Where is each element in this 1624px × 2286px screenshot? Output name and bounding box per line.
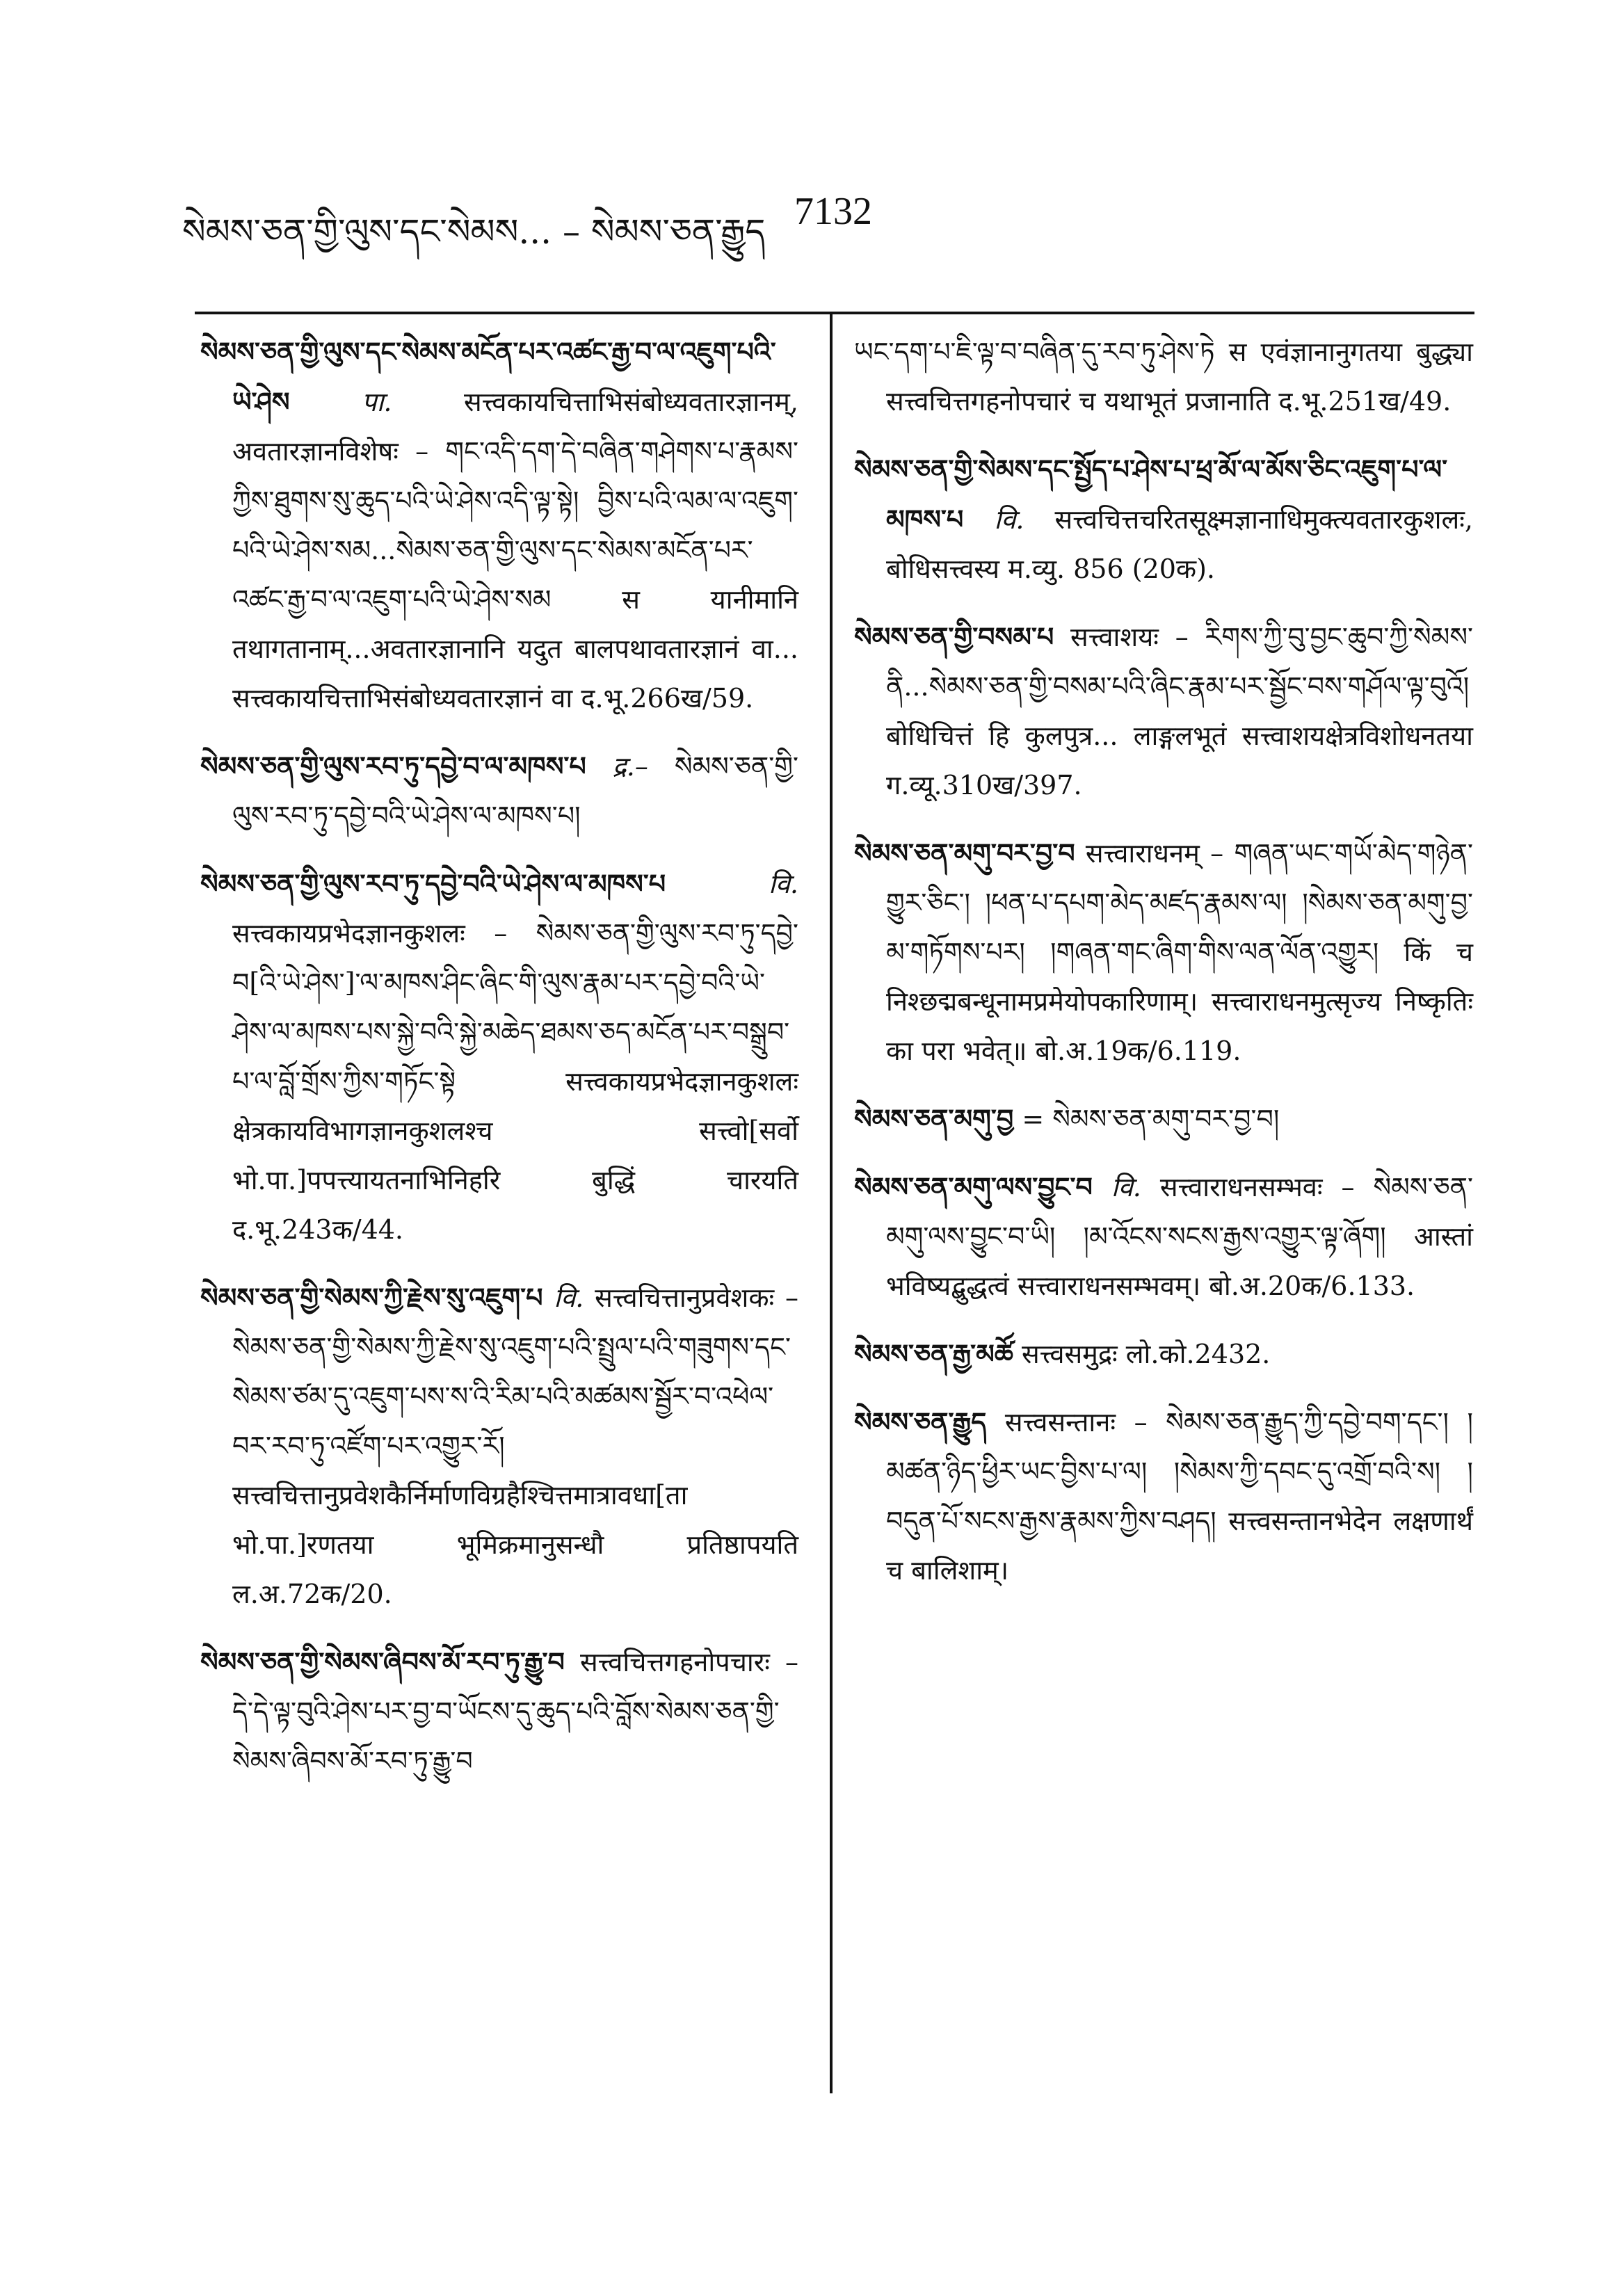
entry-grammar-tag: पा. (362, 387, 392, 417)
dictionary-entry (200, 327, 798, 723)
dictionary-entry (854, 444, 1473, 594)
entry-headword: སེམས་ཅན་མགུ་བྱ (854, 1103, 1014, 1134)
dictionary-entry (200, 1637, 798, 1786)
left-column (200, 327, 798, 1804)
entry-headword: སེམས་ཅན་རྒྱ་མཚོ (854, 1338, 1013, 1369)
entry-headword: སེམས་ཅན་གྱི་བསམ་པ (854, 621, 1054, 652)
dictionary-entry (854, 612, 1473, 810)
entry-grammar-tag: द्र.– (612, 751, 648, 782)
header-rule (195, 312, 1474, 314)
entry-headword: སེམས་ཅན་གྱི་ལུས་དང་སེམས་མངོན་པར་འཚང་རྒྱ་བ་ལ་འཇུག་པའི་ཡེ་ཤེས (200, 336, 776, 417)
entry-headword: སེམས་ཅན་རྒྱུད (854, 1406, 987, 1438)
entry-body: सत्त्वसमुद्रः लो.को.2432. (1021, 1339, 1271, 1369)
dictionary-entry (200, 741, 798, 841)
page-number: 7132 (794, 190, 872, 233)
entry-grammar-tag: वि. (768, 869, 798, 899)
entry-grammar-tag: = (1022, 1104, 1045, 1134)
entry-body: སེམས་ཅན་གྱི་ལུས་རབ་ཏུ་དབྱེ་བའི་ཡེ་ཤེས་ལ་མཁས་པ། (232, 751, 798, 831)
entry-headword: སེམས་ཅན་གྱི་སེམས་ཀྱི་རྗེས་སུ་འཇུག་པ (200, 1282, 543, 1313)
dictionary-entry (854, 828, 1473, 1076)
entry-body: सत्त्वचित्तचरितसूक्ष्मज्ञानाधिमुक्त्यवतारकुशलः, बोधिसत्त्वस्य म.व्यु. 856 (20क). (886, 504, 1473, 584)
entry-grammar-tag: वि. (994, 504, 1024, 535)
dictionary-entry (854, 1094, 1473, 1144)
dictionary-entry (200, 1273, 798, 1619)
entry-headword: སེམས་ཅན་གྱི་ལུས་རབ་ཏུ་དབྱེ་བའི་ཡེ་ཤེས་ལ་མཁས་པ (200, 868, 666, 899)
entry-headword: སེམས་ཅན་གྱི་ལུས་རབ་ཏུ་དབྱེ་བ་ལ་མཁས་པ (200, 750, 586, 782)
entry-grammar-tag: वि. (554, 1282, 584, 1313)
entry-headword: སེམས་ཅན་གྱི་སེམས་ཞིབས་མོ་རབ་ཏུ་རྒྱུ་བ (200, 1646, 565, 1677)
entry-body: सत्त्वचित्तानुप्रवेशकः – སེམས་ཅན་གྱི་སེམས་ཀྱི་རྗེས་སུ་འཇུག་པའི་སྤྲུལ་པའི་གཟུགས་དང་སེམས་ཙམ་དུ་འཇུག་པས་ས་འི་རིམ་པའི་མཚམས་སྦྱོར་བ་འཕེལ་བར་རབ་ཏུ་འཛོག་པར་འགྱུར་རོ། सत्त्वचित्तानुप्रवेशकैर्निर्माणविग्रहैश्चित्तमात्रावधा[ता भो.पा.]रणतया भूमिक्रमानुसन्धौ प्रतिष्ठापयति ल.अ.72क/20. (232, 1282, 798, 1609)
entry-body: सत्त्वसन्तानः – སེམས་ཅན་རྒྱུད་ཀྱི་དབྱེ་བག་དང་། །མཚན་ཉིད་ཕྱིར་ཡང་བྱིས་པ་ལ། །སེམས་ཀྱི་དབང་དུ་འགྲོ་བའི་ས། །བདུན་པོ་སངས་རྒྱས་རྣམས་ཀྱིས་བཤད། सत्त्वसन्तानभेदेन लक्षणार्थं च बालिशाम्। (886, 1407, 1473, 1586)
entry-body: ཡང་དག་པ་ཇི་ལྟ་བ་བཞིན་དུ་རབ་ཏུ་ཤེས་ཏེ स एवंज्ञानानुगतया बुद्ध्या सत्त्वचित्तगहनोपचारं च यथाभूतं प्रजानाति द.भू.251ख/49. (854, 337, 1473, 417)
entry-headword: སེམས་ཅན་གྱི་སེམས་དང་སྤྱོད་པ་ཤེས་པ་ཕྲ་མོ་ལ་མོས་ཅིང་འཇུག་པ་ལ་མཁས་པ (854, 453, 1448, 535)
dictionary-entry (854, 1329, 1473, 1379)
entry-body: སེམས་ཅན་མགུ་བར་བྱ་བ། (1052, 1104, 1280, 1134)
entry-body: सत्त्वकायचित्ताभिसंबोध्यवतारज्ञानम्, अवतारज्ञानविशेषः – གང་འདི་དག་དེ་བཞིན་གཤེགས་པ་རྣམས་ཀྱིས་ཐུགས་སུ་ཆུད་པའི་ཡེ་ཤེས་འདི་ལྟ་སྟེ། བྱིས་པའི་ལམ་ལ་འཇུག་པའི་ཡེ་ཤེས་སམ...སེམས་ཅན་གྱི་ལུས་དང་སེམས་མངོན་པར་འཚང་རྒྱ་བ་ལ་འཇུག་པའི་ཡེ་ཤེས་སམ स यानीमानि तथागतानाम्...अवतारज्ञानानि यदुत बालपथावतारज्ञानं वा... सत्त्वकायचित्ताभिसंबोध्यवतारज्ञानं वा द.भू.266ख/59. (232, 387, 798, 714)
running-head: སེམས་ཅན་གྱི་ལུས་དང་སེམས... – སེམས་ཅན་རྒྱུད (182, 211, 766, 252)
entry-body: सत्त्वाशयः – རིགས་ཀྱི་བུ་བྱང་ཆུབ་ཀྱི་སེམས་ནི...སེམས་ཅན་གྱི་བསམ་པའི་ཞིང་རྣམ་པར་སྦྱོང་བས་གཤོལ་ལྟ་བུའོ། बोधिचित्तं हि कुलपुत्र... लाङ्गलभूतं सत्त्वाशयक्षेत्रविशोधनतया ग.व्यू.310ख/397. (886, 622, 1473, 800)
dictionary-entry-continued (854, 327, 1473, 426)
column-divider (830, 313, 833, 2093)
dictionary-entry (854, 1397, 1473, 1595)
entry-headword: སེམས་ཅན་མགུ་ལས་བྱུང་བ (854, 1171, 1093, 1202)
entry-body: सत्त्वकायप्रभेदज्ञानकुशलः – སེམས་ཅན་གྱི་ལུས་རབ་ཏུ་དབྱེ་བ[འི་ཡེ་ཤེས་]་ལ་མཁས་ཤིང་ཞིང་གི་ལུས་རྣམ་པར་དབྱེ་བའི་ཡེ་ཤེས་ལ་མཁས་པས་སྐྱེ་བའི་སྐྱེ་མཆེད་ཐམས་ཅད་མངོན་པར་བསྒྲུབ་པ་ལ་བློ་གྲོས་ཀྱིས་གཏོང་སྟེ सत्त्वकायप्रभेदज्ञानकुशलः क्षेत्रकायविभागज्ञानकुशलश्च सत्त्वो[सर्वो भो.पा.]पपत्त्यायतनाभिनिहरि बुद्धिं चारयति द.भू.243क/44. (232, 918, 798, 1245)
entry-headword: སེམས་ཅན་མགུ་བར་བྱ་བ (854, 837, 1075, 869)
entry-grammar-tag: वि. (1111, 1172, 1141, 1202)
dictionary-entry (854, 1162, 1473, 1311)
entry-body: सत्त्वाराधनम् – གཞན་ཡང་གཡོ་མེད་གཉེན་གྱུར་ཅིང་། །ཕན་པ་དཔག་མེད་མཛད་རྣམས་ལ། །སེམས་ཅན་མགུ་བྱ་མ་གཏོགས་པར། །གཞན་གང་ཞིག་གིས་ལན་ལོན་འགྱུར། किं च निश्छद्मबन्धूनामप्रमेयोपकारिणाम्। सत्त्वाराधनमुत्सृज्य निष्कृतिः का परा भवेत्॥ बो.अ.19क/6.119. (886, 838, 1473, 1066)
entry-body: सत्त्वाराधनसम्भवः – སེམས་ཅན་མགུ་ལས་བྱུང་བ་ཡི། །མ་འོངས་སངས་རྒྱས་འགྱུར་ལྟ་ཞོག། आस्तां भविष्यद्बुद्धत्वं सत्त्वाराधनसम्भवम्। बो.अ.20क/6.133. (886, 1172, 1473, 1301)
right-column (854, 327, 1473, 1613)
entry-body: सत्त्वचित्तगहनोपचारः – དེ་དེ་ལྟ་བུའི་ཤེས་པར་བྱ་བ་ཡོངས་དུ་ཆུད་པའི་བློས་སེམས་ཅན་གྱི་སེམས་ཞིབས་མོ་རབ་ཏུ་རྒྱུ་བ (232, 1647, 798, 1776)
dictionary-entry (200, 859, 798, 1255)
